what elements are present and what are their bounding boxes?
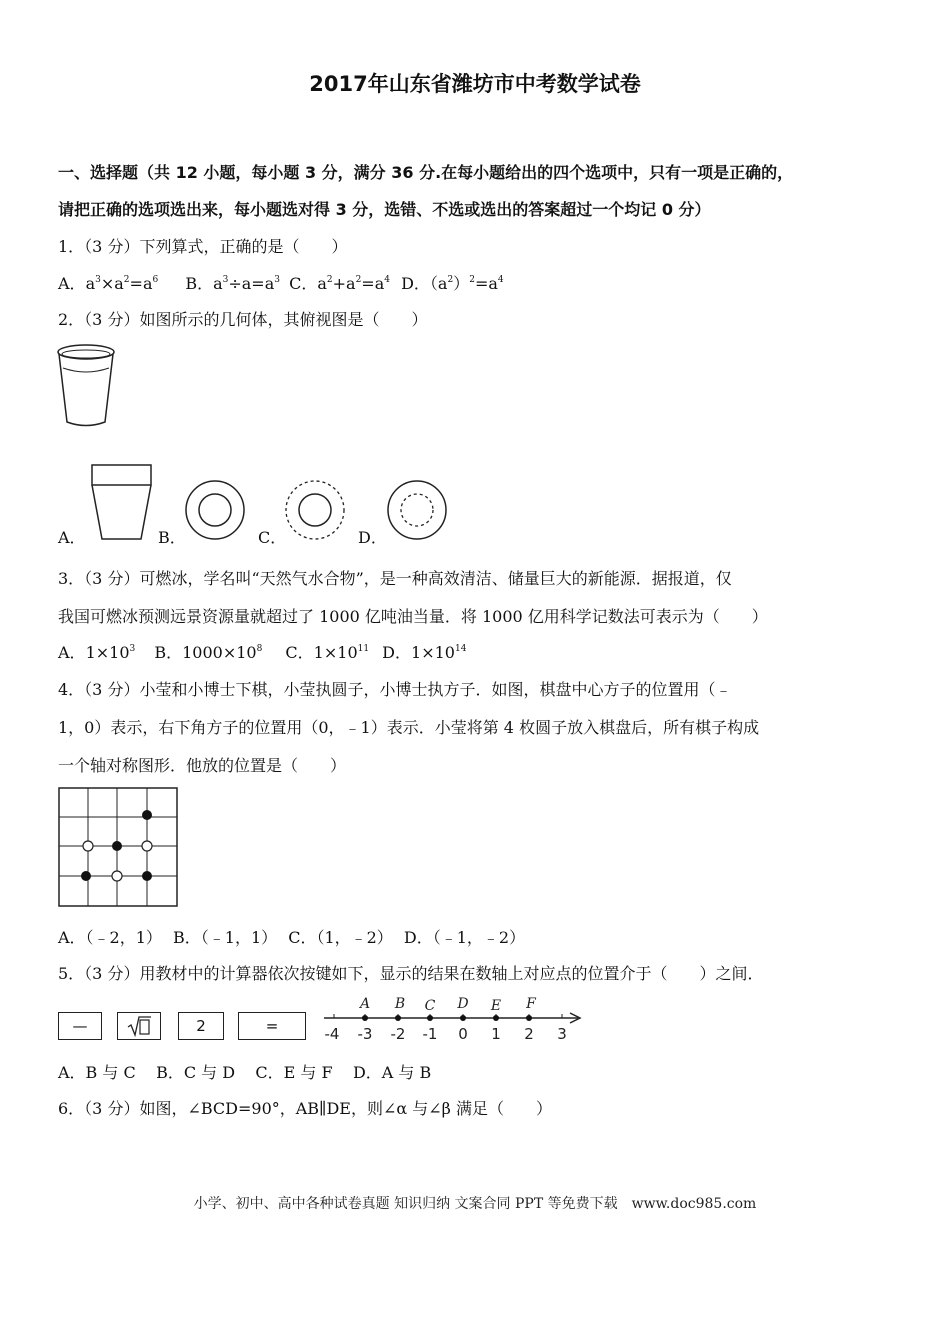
q2-option-a-label[interactable]: A． [58, 528, 86, 547]
page-title: 2017年山东省潍坊市中考数学试卷 [309, 72, 641, 96]
q2-option-b-label[interactable]: B． [158, 528, 186, 547]
q3-option-c[interactable]: C．$1\times 10^{11}$ [285, 643, 370, 662]
tick-label: -2 [390, 1025, 406, 1043]
q1-stem: 1．（3 分）下列算式，正确的是（ ） [58, 237, 348, 256]
tick-label: 1 [491, 1025, 501, 1043]
calculator-equals-key: = [238, 1012, 306, 1040]
q1-option-b[interactable]: B．$a^3\div a=a^3$ [185, 274, 280, 293]
q3-option-b[interactable]: B．$1000\times 10^8$ [154, 643, 263, 662]
point-label-b: B [394, 996, 406, 1012]
q4-options[interactable]: A．（﹣2，1） B．（﹣1，1） C．（1，﹣2） D．（﹣1，﹣2） [58, 928, 526, 947]
page-footer: 小学、初中、高中各种试卷真题 知识归纳 文案合同 PPT 等免费下载 www.doc985.com [193, 1196, 757, 1212]
q2-stem: 2．（3 分）如图所示的几何体，其俯视图是（ ） [58, 310, 428, 329]
q4-stem-line3: 一个轴对称图形．他放的位置是（ ） [58, 756, 347, 775]
point-label-f: F [526, 996, 536, 1012]
q4-stem-line2: 1，0）表示，右下角方子的位置用（0，﹣1）表示．小莹将第 4 枚圆子放入棋盘后，所有棋子构成 [58, 718, 760, 737]
tick-label: -3 [357, 1025, 373, 1043]
tick-label: -1 [422, 1025, 438, 1043]
q3-stem-line2: 我国可燃冰预测远景资源量就超过了 1000 亿吨油当量．将 1000 亿用科学记数法可表示为（ ） [58, 607, 768, 626]
q5-options[interactable]: A．B 与 C B．C 与 D C．E 与 F D．A 与 B [58, 1063, 432, 1082]
q1-option-a[interactable]: A．$a^3\times a^2=a^6$ [58, 274, 159, 293]
q1-option-d[interactable]: D．$(a^2)^2=a^4$ [401, 274, 504, 293]
sqrt-icon [126, 1015, 152, 1037]
q2-option-c-figure [284, 479, 348, 543]
q3-stem-line1: 3．（3 分）可燃冰，学名叫“天然气水合物”，是一种高效清洁、储量巨大的新能源．据报道，仅 [58, 569, 732, 588]
point-label-e: E [490, 998, 502, 1014]
tick-label: 0 [458, 1025, 468, 1043]
q2-option-b-figure [184, 479, 248, 543]
calculator-two-key: 2 [178, 1012, 224, 1040]
q6-stem: 6．（3 分）如图，∠BCD=90°，AB∥DE，则∠α 与∠β 满足（ ） [58, 1099, 552, 1118]
section-header-line2: 请把正确的选项选出来，每小题选对得 3 分，选错、不选或选出的答案超过一个均记 0 分） [58, 200, 711, 219]
tick-label: -4 [324, 1025, 340, 1043]
q4-stem-line1: 4．（3 分）小莹和小博士下棋，小莹执圆子，小博士执方子．如图，棋盘中心方子的位置用（﹣ [58, 680, 732, 699]
cup-solid-figure [56, 342, 120, 430]
q3-options [58, 642, 466, 664]
number-line-figure [320, 994, 588, 1042]
section-header-line1: 一、选择题（共 12 小题，每小题 3 分，满分 36 分.在每小题给出的四个选项中，只有一项是正确的， [58, 163, 794, 182]
chess-board-figure [58, 787, 180, 909]
q1-option-c[interactable]: C．$a^2+a^2=a^4$ [289, 274, 390, 293]
q3-option-d[interactable]: D．$1\times 10^{14}$ [382, 643, 467, 662]
calculator-minus-key: — [58, 1012, 102, 1040]
q2-option-d-figure [386, 479, 450, 543]
point-label-d: D [457, 996, 469, 1012]
calculator-sqrt-key [117, 1012, 161, 1040]
point-label-c: C [424, 998, 436, 1014]
q2-option-a-figure [90, 463, 154, 543]
point-label-a: A [359, 996, 371, 1012]
q5-stem: 5．（3 分）用教材中的计算器依次按键如下，显示的结果在数轴上对应点的位置介于（ ）之间． [58, 964, 764, 983]
tick-label: 3 [557, 1025, 567, 1043]
q3-option-a[interactable]: A．$1\times 10^3$ [58, 643, 136, 662]
q2-option-d-label[interactable]: D． [358, 528, 387, 547]
q2-option-c-label[interactable]: C． [258, 528, 287, 547]
q1-options [58, 273, 504, 295]
tick-label: 2 [524, 1025, 534, 1043]
